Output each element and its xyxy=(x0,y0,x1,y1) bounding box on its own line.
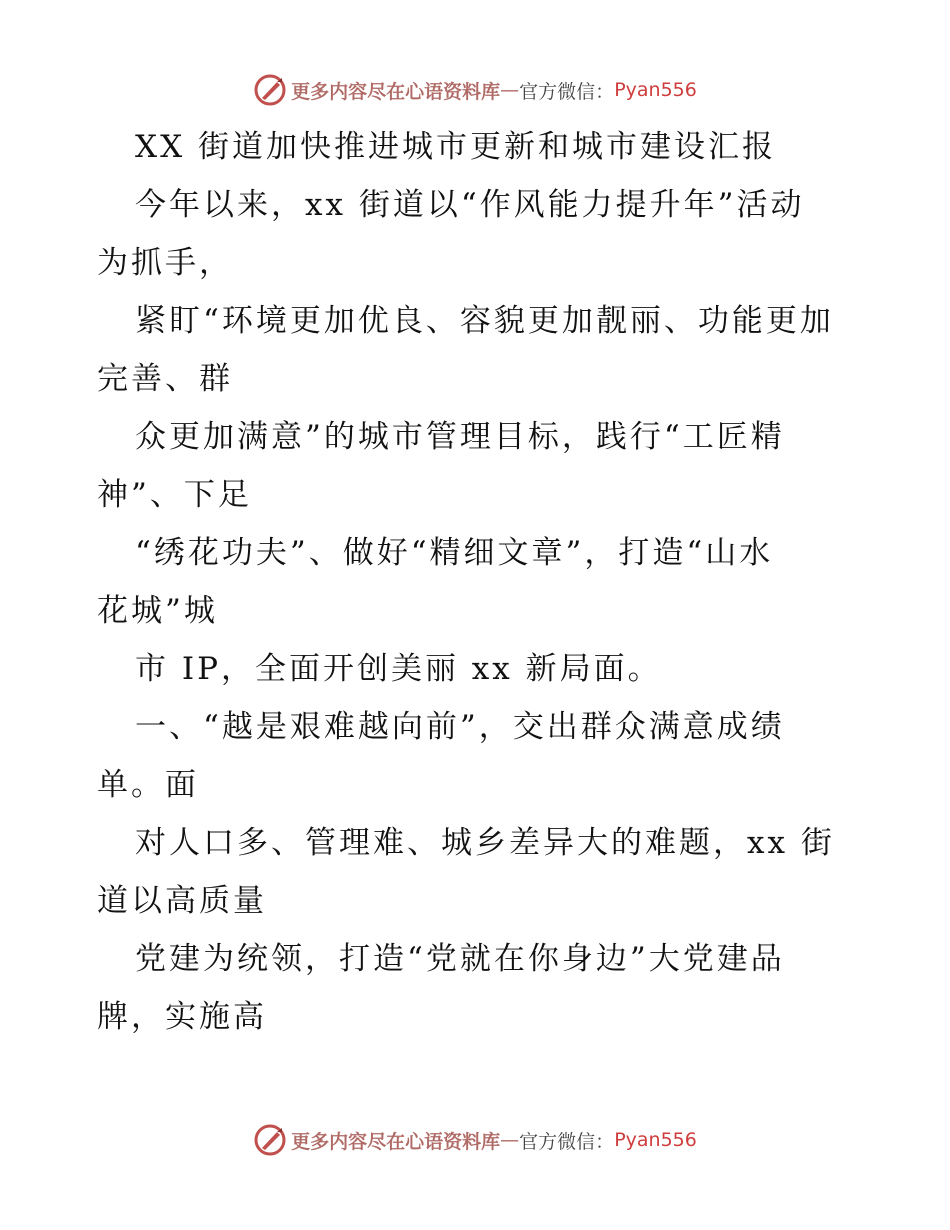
banner-wechat-id: Pyan556 xyxy=(614,79,697,101)
document-line: 市 IP，全面开创美丽 xx 新局面。 xyxy=(135,651,662,687)
header-banner xyxy=(0,70,950,110)
document-line: 单。面 xyxy=(97,767,199,803)
document-line: 神”、下足 xyxy=(97,477,252,513)
banner-official-label: 官方微信： xyxy=(519,80,615,103)
document-body xyxy=(97,118,867,1046)
document-line: 党建为统领，打造“党就在你身边”大党建品 xyxy=(135,941,785,977)
document-line: 道以高质量 xyxy=(97,883,267,919)
banner-dash: — xyxy=(500,1129,520,1151)
document-line: 紧盯“环境更加优良、容貌更加靓丽、功能更加 xyxy=(135,303,834,339)
document-line: 对人口多、管理难、城乡差异大的难题，xx 街 xyxy=(135,825,835,861)
document-line: 今年以来，xx 街道以“作风能力提升年”活动 xyxy=(135,187,805,223)
quill-pen-circle-icon xyxy=(253,1123,287,1157)
document-line: 一、“越是艰难越向前”，交出群众满意成绩 xyxy=(135,709,785,745)
quill-pen-circle-icon xyxy=(253,73,287,107)
banner-dash: — xyxy=(500,79,520,101)
banner-wechat-id: Pyan556 xyxy=(614,1129,697,1151)
document-line: “绣花功夫”、做好“精细文章”，打造“山水 xyxy=(135,535,774,571)
document-line: 为抓手， xyxy=(97,245,233,281)
document-line: 牌，实施高 xyxy=(97,999,267,1035)
document-line: 花城”城 xyxy=(97,593,218,629)
banner-lead-text: 更多内容尽在心语资料库 xyxy=(291,1130,501,1153)
banner-official-label: 官方微信： xyxy=(519,1130,615,1153)
document-line: 完善、群 xyxy=(97,361,233,397)
footer-banner xyxy=(0,1120,950,1160)
banner-lead-text: 更多内容尽在心语资料库 xyxy=(291,80,501,103)
document-line: XX 街道加快推进城市更新和城市建设汇报 xyxy=(135,129,776,165)
document-line: 众更加满意”的城市管理目标，践行“工匠精 xyxy=(135,419,785,455)
